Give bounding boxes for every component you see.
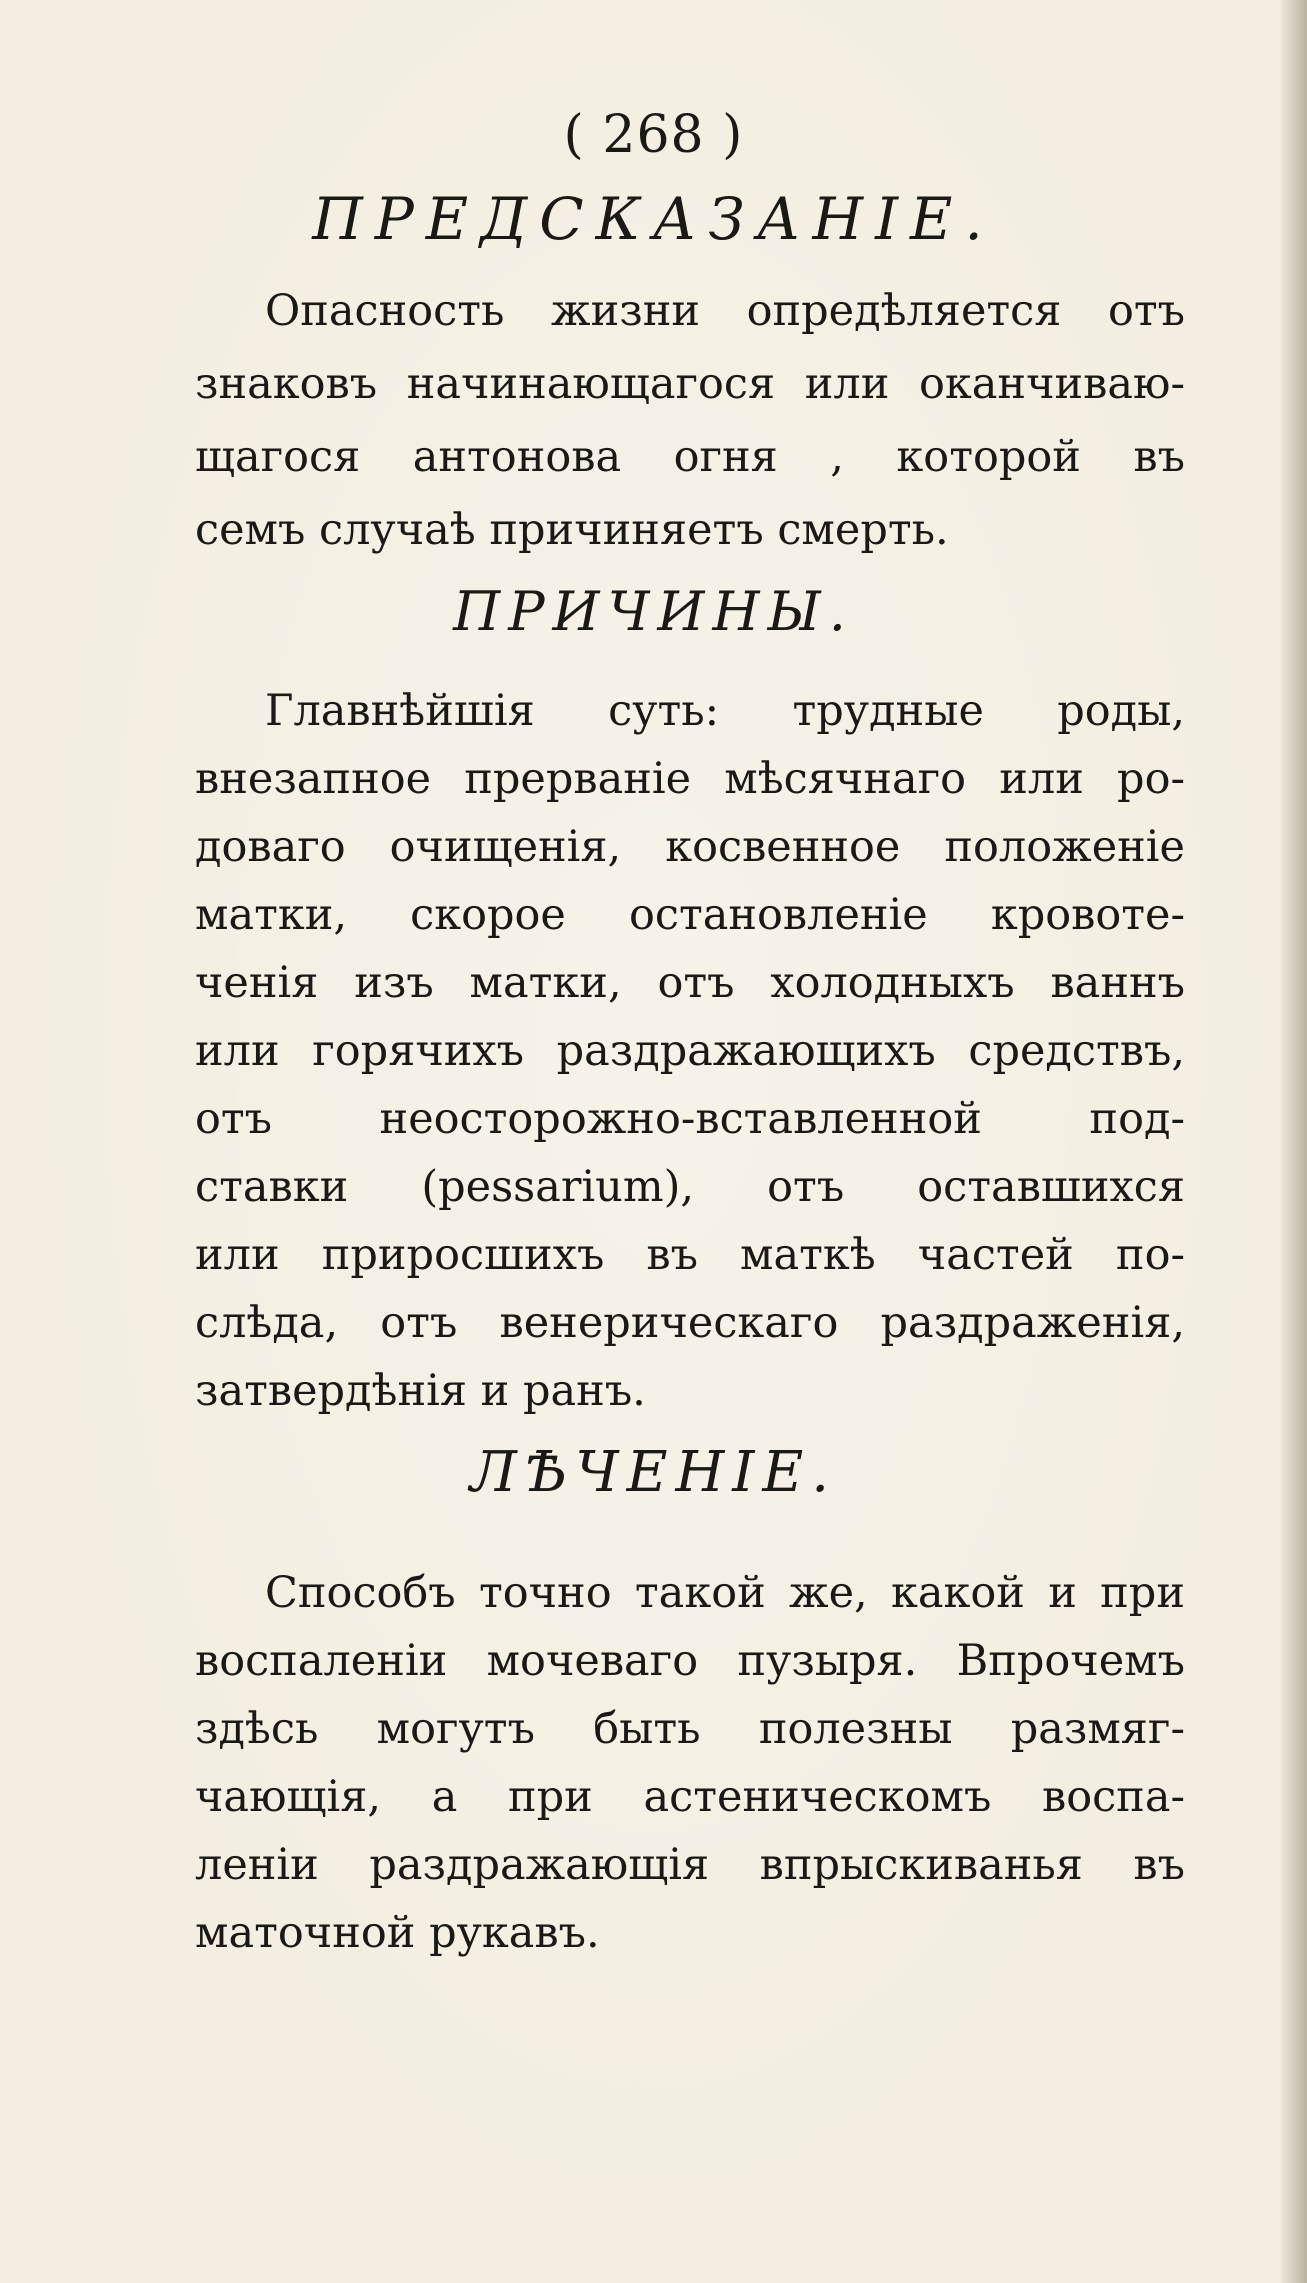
section-heading-causes: ПРИЧИНЫ. (453, 580, 854, 643)
text-line: отъ неосторожно-вставленной под- (195, 1094, 1185, 1144)
text-line: ченiя изъ матки, отъ холодныхъ ваннъ (195, 958, 1185, 1008)
text-line: семъ случаѣ причиняетъ смерть. (195, 505, 949, 555)
text-line: чающiя, а при астеническомъ воспа- (195, 1772, 1185, 1822)
text-line: затвердѣнiя и ранъ. (195, 1366, 646, 1416)
text-line: знаковъ начинающагося или оканчиваю- (195, 359, 1185, 409)
text-line: или приросшихъ въ маткѣ частей по- (195, 1230, 1185, 1280)
section-heading-prediction: ПРЕДСКАЗАНIЕ. (312, 185, 995, 253)
page-edge-shadow (1281, 0, 1307, 2283)
text-line: Опасность жизни опредѣляется отъ (265, 286, 1185, 336)
text-line: внезапное прерванiе мѣсячнаго или ро- (195, 754, 1185, 804)
text-line: Главнѣйшія суть: трудные роды, (265, 686, 1185, 736)
text-line: слѣда, отъ венерическаго раздраженiя, (195, 1298, 1185, 1348)
text-line: маточной рукавъ. (195, 1908, 600, 1958)
text-line: ставки (pessarium), отъ оставшихся (195, 1162, 1185, 1212)
text-line: воспаленiи мочеваго пузыря. Впрочемъ (195, 1636, 1185, 1686)
page-number: ( 268 ) (563, 105, 744, 165)
text-line: Способъ точно такой же, какой и при (265, 1568, 1185, 1618)
section-heading-treatment: ЛѢЧЕНIЕ. (469, 1440, 838, 1505)
text-line: матки, скорое остановленiе кровоте- (195, 890, 1185, 940)
text-line: здѣсь могутъ быть полезны размяг- (195, 1704, 1185, 1754)
text-line: доваго очищенiя, косвенное положенiе (195, 822, 1185, 872)
text-line: щагося антонова огня , которой въ (195, 432, 1185, 482)
text-line: или горячихъ раздражающихъ средствъ, (195, 1026, 1185, 1076)
text-line: ленiи раздражающiя впрыскиванья въ (195, 1840, 1185, 1890)
